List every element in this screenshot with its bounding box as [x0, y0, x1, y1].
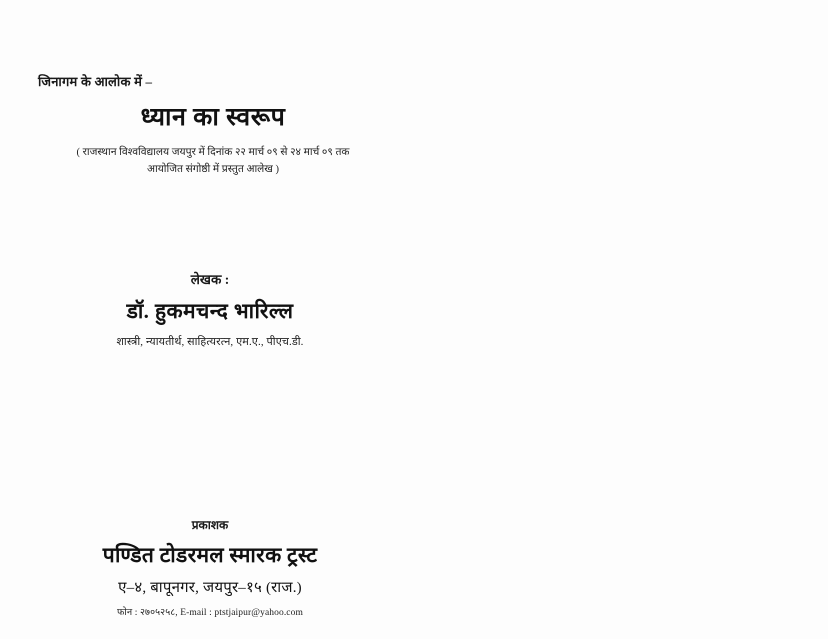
author-credentials: शास्त्री, न्यायतीर्थ, साहित्यरत्न, एम.ए., पीएच.डी. — [116, 336, 304, 348]
author-block — [0, 270, 420, 349]
publisher-contact: फोन : २७०५२५८, E-mail : ptstjaipur@yahoo.com — [117, 608, 303, 618]
subtitle-line-1: ( राजस्थान विश्वविद्यालय जयपुर में दिनांक २२ मार्च ०९ से २४ मार्च ०९ तक — [76, 147, 350, 158]
subtitle-line-2: आयोजित संगोष्ठी में प्रस्तुत आलेख ) — [146, 164, 280, 176]
header-block — [38, 72, 388, 179]
subtitle-block — [38, 144, 388, 179]
publisher-block — [0, 516, 420, 618]
author-label: लेखक : — [190, 272, 230, 287]
publisher-name: पण्डित टोडरमल स्मारक ट्रस्ट — [102, 543, 318, 567]
publisher-address: ए–४, बापूनगर, जयपुर–१५ (राज.) — [118, 580, 302, 596]
author-name: डॉ. हुकमचन्द भारिल्ल — [126, 299, 294, 323]
publisher-label: प्रकाशक — [191, 518, 229, 532]
page-title: ध्यान का स्वरूप — [140, 104, 286, 131]
series-line: जिनागम के आलोक में – — [38, 74, 153, 89]
